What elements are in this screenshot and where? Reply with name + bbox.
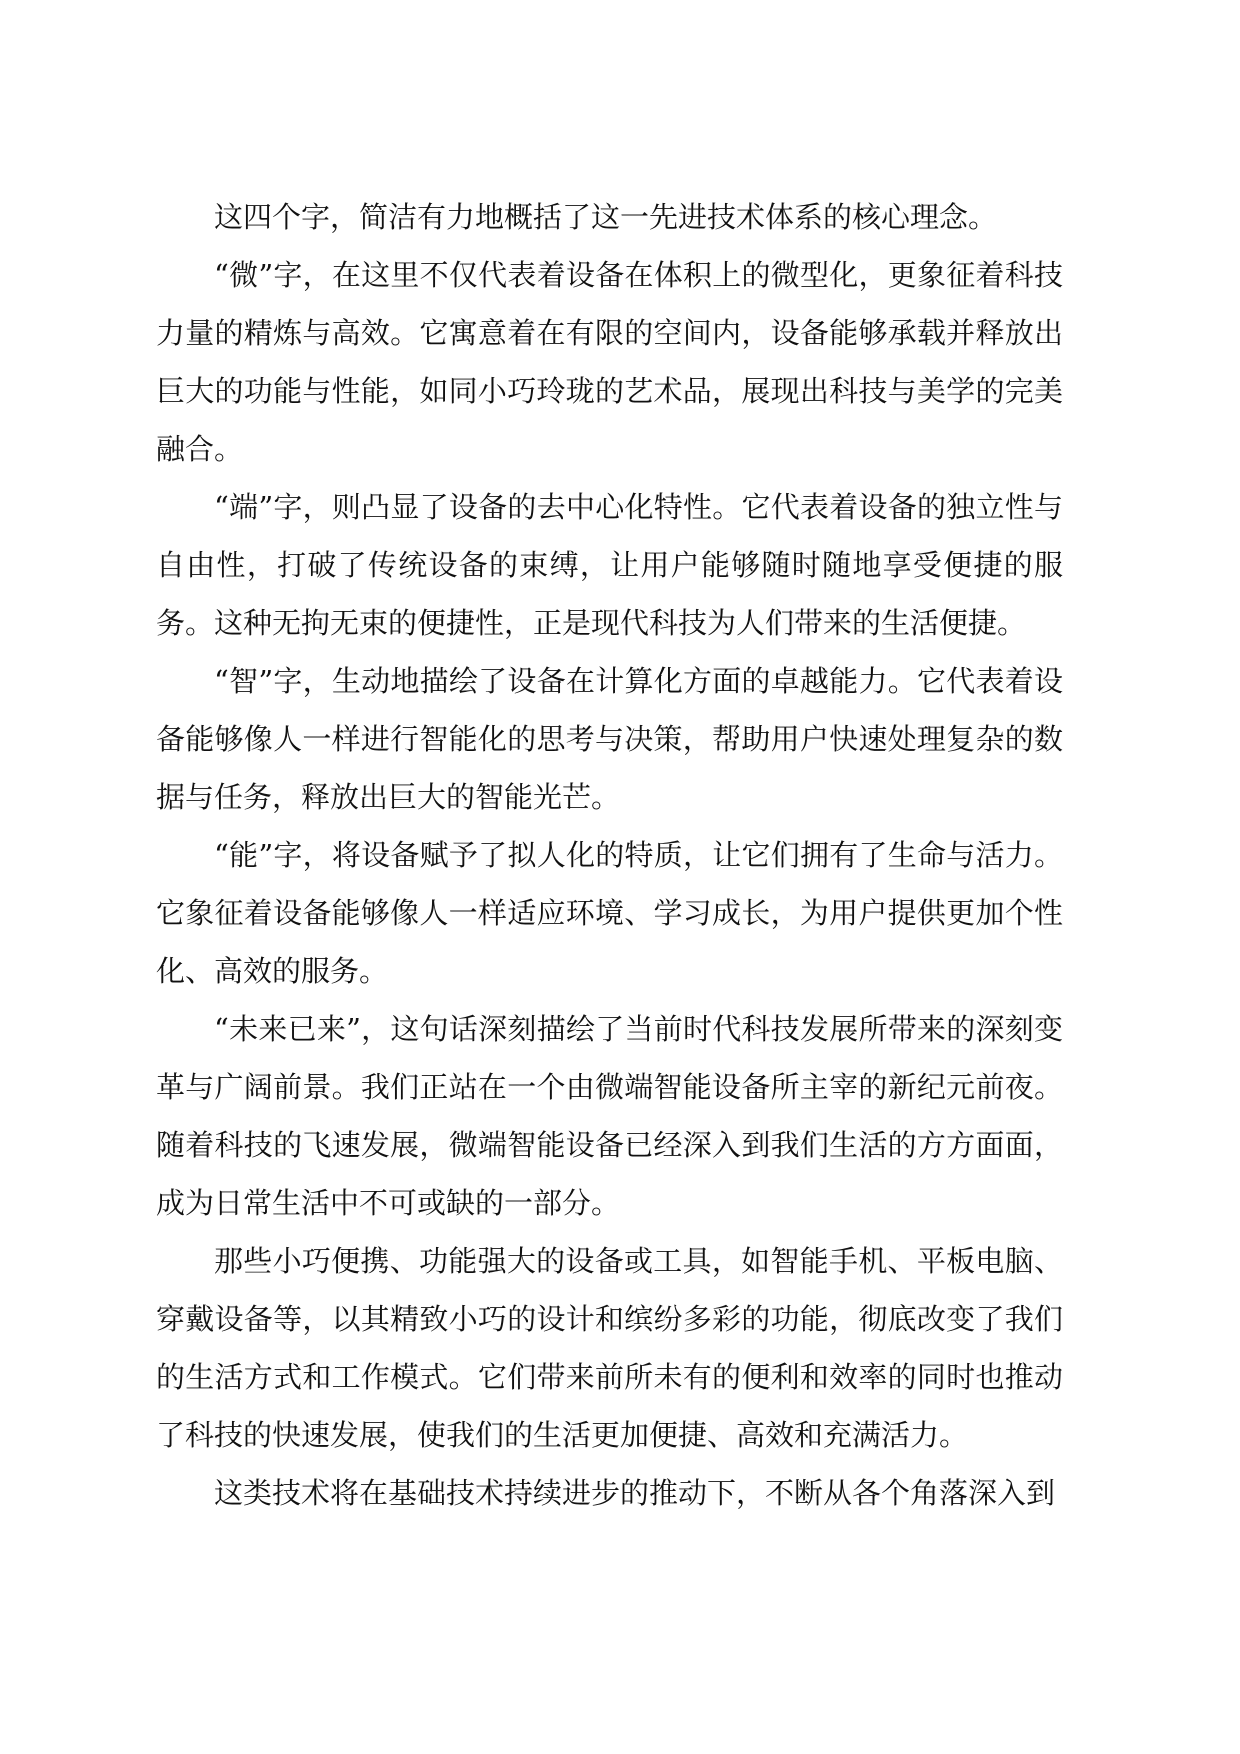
paragraph-6: “未来已来”，这句话深刻描绘了当前时代科技发展所带来的深刻变革与广阔前景。我们正站在一个由微端智能设备所主宰的新纪元前夜。随着科技的飞速发展，微端智能设备已经深入到我们生活的方方面面，成为日常生活中不可或缺的一部分。 [156,1012,1063,1220]
body-text [156,188,1063,1522]
paragraph-1: 这四个字，简洁有力地概括了这一先进技术体系的核心理念。 [214,200,998,234]
paragraph-7: 那些小巧便携、功能强大的设备或工具，如智能手机、平板电脑、穿戴设备等，以其精致小巧的设计和缤纷多彩的功能，彻底改变了我们的生活方式和工作模式。它们带来前所未有的便利和效率的同时也推动了科技的快速发展，使我们的生活更加便捷、高效和充满活力。 [156,1244,1063,1452]
paragraph-4: “智”字，生动地描绘了设备在计算化方面的卓越能力。它代表着设备能够像人一样进行智能化的思考与决策，帮助用户快速处理复杂的数据与任务，释放出巨大的智能光芒。 [156,664,1063,814]
paragraph-8: 这类技术将在基础技术持续进步的推动下，不断从各个角落深入到 [214,1476,1056,1510]
paragraph-5: “能”字，将设备赋予了拟人化的特质，让它们拥有了生命与活力。它象征着设备能够像人一样适应环境、学习成长，为用户提供更加个性化、高效的服务。 [156,838,1063,988]
paragraph-3: “端”字，则凸显了设备的去中心化特性。它代表着设备的独立性与自由性，打破了传统设备的束缚，让用户能够随时随地享受便捷的服务。这种无拘无束的便捷性，正是现代科技为人们带来的生活便捷。 [156,490,1063,640]
paragraph-2: “微”字，在这里不仅代表着设备在体积上的微型化，更象征着科技力量的精炼与高效。它寓意着在有限的空间内，设备能够承载并释放出巨大的功能与性能，如同小巧玲珑的艺术品，展现出科技与美学的完美融合。 [156,258,1063,466]
